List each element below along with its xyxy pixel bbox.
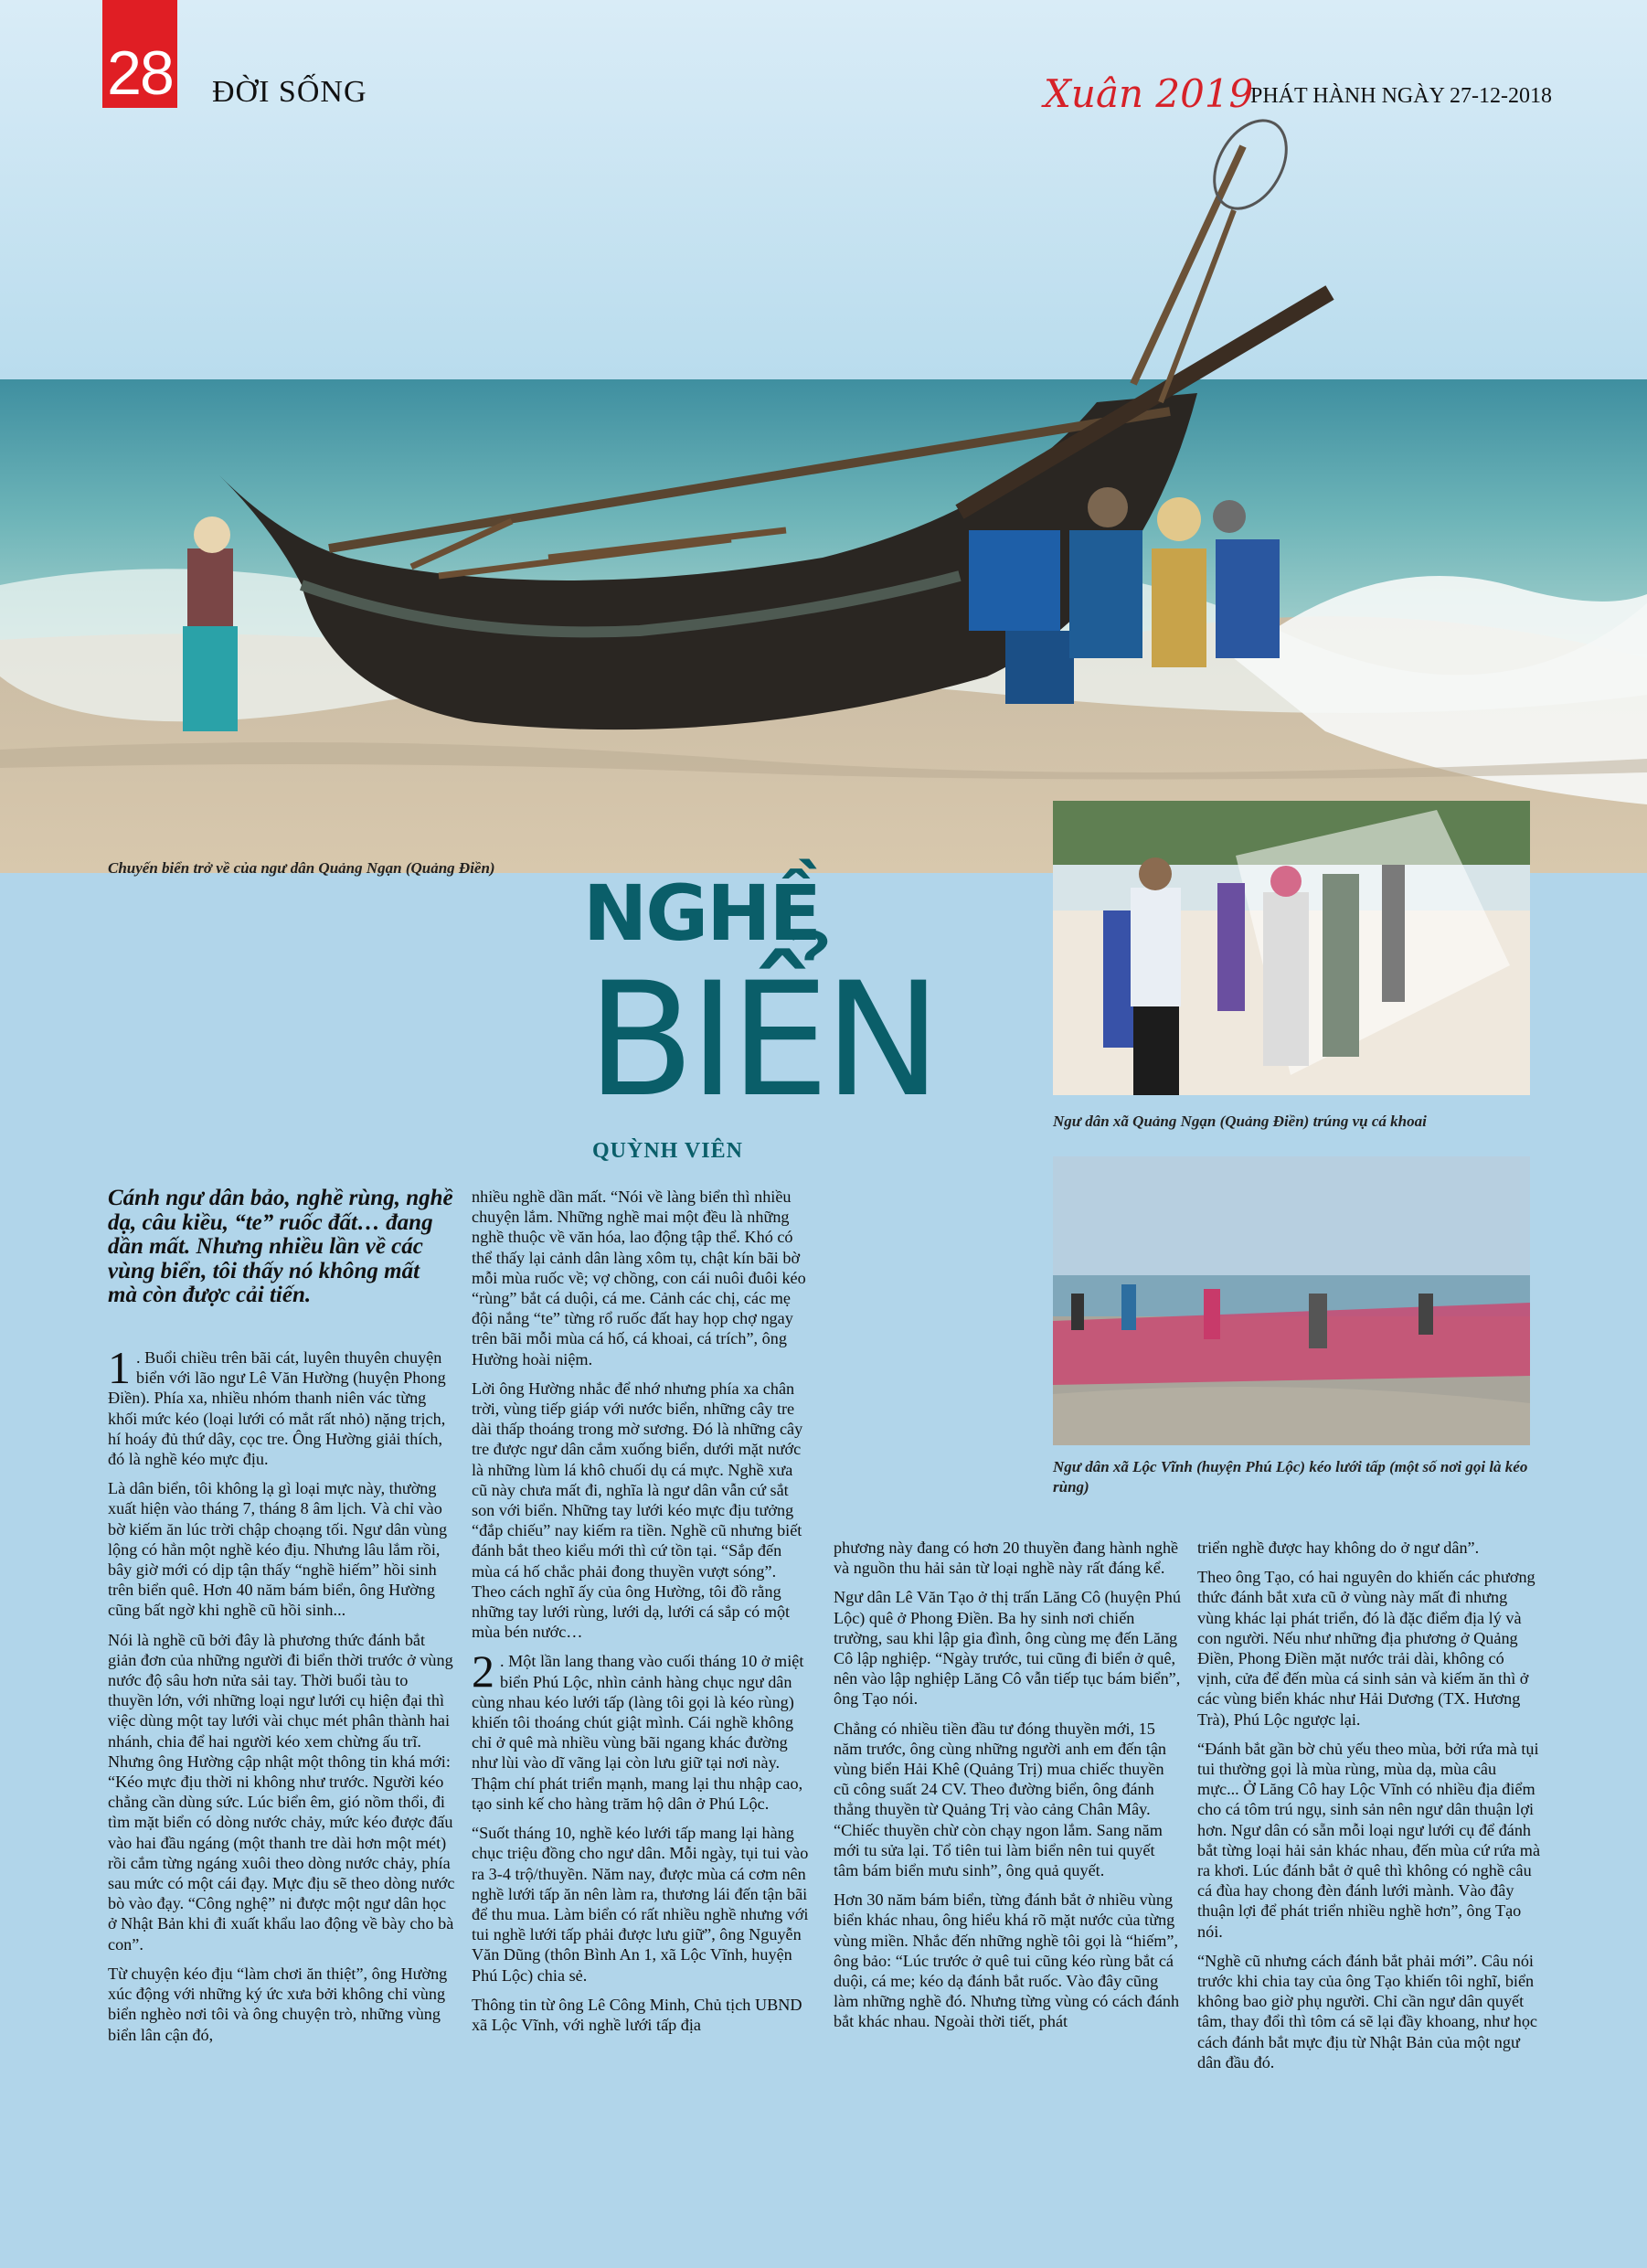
article-column-1 <box>108 1342 455 2054</box>
paragraph: “Nghề cũ nhưng cách đánh bắt phải mới”. Câu nói trước khi chia tay của ông Tạo khiến tôi nghĩ, biển không bao giờ phụ người. Chỉ cần ngư dân quyết tâm, thay đổi thì tôm cá sẽ lại đầy khoang, như học cách đánh bắt mực địu từ Nhật Bản của một ngư dân đầu đó. <box>1197 1951 1538 2071</box>
page-number: 28 <box>107 38 173 108</box>
hero-photo <box>0 0 1647 873</box>
paragraph: Hơn 30 năm bám biển, từng đánh bắt ở nhiều vùng biển khác nhau, ông hiểu khá rõ mặt nước của từng vùng miền. Nhắc đến những nghề tôi gọi là “hiếm”, ông bảo: “Lúc trước ở quê tui cũng kéo rùng bắt cá duội, cá me; kéo dạ đánh bắt ruốc. Vào đây cũng làm những nghề đó. Nhưng từng vùng có cách đánh bắt khác nhau. Ngoài thời tiết, phát <box>834 1890 1180 2031</box>
article-column-2 <box>472 1187 812 2044</box>
paragraph: Là dân biển, tôi không lạ gì loại mực này, thường xuất hiện vào tháng 7, tháng 8 âm lịch. Và chỉ vào bờ kiếm ăn lúc trời chập choạng tối. Ngư dân vùng lộng có hẳn một nghề kéo địu. Nhưng lâu lắm rồi, bây giờ mới có dịp tận thấy “nghề hiếm” hồi sinh trên biển quê. Hơn 40 năm bám biển, ông Hường cũng bất ngờ khi nghề cũ hồi sinh... <box>108 1479 448 1620</box>
issue-title: Xuân 2019 <box>1044 71 1254 116</box>
paragraph: “Suốt tháng 10, nghề kéo lưới tấp mang lại hàng chục triệu đồng cho ngư dân. Mỗi ngày, tụi tui vào ra 3-4 trộ/thuyền. Năm nay, được mùa cá cơm nên nghề lưới tấp ăn nên làm ra, thương lái đến tận bãi để thu mua. Làm biển có rất nhiều nghề nhưng với tui nghề lưới tấp phải được lưu giữ”, ông Nguyễn Văn Dũng (thôn Bình An 1, xã Lộc Vĩnh, huyện Phú Lộc) chia sẻ. <box>472 1824 809 1985</box>
paragraph: Theo ông Tạo, có hai nguyên do khiến các phương thức đánh bắt xưa cũ ở vùng này mất đi nhưng vùng khác lại phát triển, đó là đặc điểm địa lý và con người. Nếu như những địa phương ở Quảng Điền, Phong Điền mặt nước trải dài, không có vịnh, cửa để đến mùa cá sinh sản và kiếm ăn thì ở các vùng biển khác như Hải Dương (TX. Hương Trà), Phú Lộc ngược lại. <box>1197 1568 1535 1729</box>
release-date: PHÁT HÀNH NGÀY 27-12-2018 <box>1250 84 1552 108</box>
paragraph: Chẳng có nhiều tiền đầu tư đóng thuyền mới, 15 năm trước, ông cùng những người anh em đến tận vùng biển Hải Khê (Quảng Trị) mua chiếc thuyền cũ công suất 24 CV. Theo đường biển, ông đánh thẳng thuyền từ Quảng Trị vào cảng Chân Mây. “Chiếc thuyền chừ còn chạy ngon lắm. Sang năm mới tu sửa lại. Tổ tiên tui làm biển nên tui quyết tâm bám biển mưu sinh”, ông quả quyết. <box>834 1719 1166 1880</box>
article-lede: Cánh ngư dân bảo, nghề rùng, nghề dạ, câu kiều, “te” ruốc đất… đang dần mất. Nhưng nhiều lần về các vùng biển, tôi thấy nó không mất mà còn được cải tiến. <box>108 1186 453 1307</box>
paragraph: nhiều nghề dần mất. “Nói về làng biển thì nhiều chuyện lắm. Những nghề mai một đều là những nghề thuộc về văn hóa, lao động tập thể. Khó có thể thấy lại cảnh dân làng xôm tụ, chật kín bãi bờ mỗi mùa ruốc về; vợ chồng, con cái nuôi đuôi kéo “rùng” bắt cá duội, cá me. Cảnh các chị, các mẹ đội nắng “te” từng rổ ruốc đất hay họp chợ ngay trên bãi mỗi mùa cá hố, cá khoai, cá trích”, ông Hường hoài niệm. <box>472 1187 806 1368</box>
paragraph: . Một lần lang thang vào cuối tháng 10 ở miệt biển Phú Lộc, nhìn cảnh hàng chục ngư dân cùng nhau kéo lưới tấp (làng tôi gọi là kéo rùng) khiến tôi thoáng chút giật mình. Cái nghề không chỉ ở quê mà nhiều vùng bãi ngang khác đường như lùi vào dĩ vãng lại còn lưu giữ tại nơi này. Thậm chí phát triển mạnh, mang lại thu nhập cao, tạo sinh kế cho hàng trăm hộ dân ở Phú Lộc. <box>472 1652 804 1813</box>
section-title: ĐỜI SỐNG <box>212 75 367 109</box>
paragraph: Từ chuyện kéo địu “làm chơi ăn thiệt”, ông Hường xúc động với những ký ức xưa bởi không chỉ vùng biển nghèo nơi tôi và ông chuyện trò, những vùng biển lân cận đó, <box>108 1964 448 2044</box>
paragraph: “Đánh bắt gần bờ chủ yếu theo mùa, bởi rứa mà tụi tui thường gọi là mùa rùng, mùa dạ, mùa câu mực... Ở Lăng Cô hay Lộc Vĩnh có nhiều địa điểm cho cá tôm trú ngụ, sinh sản nên ngư dân thuận lợi hơn. Ngư dân có sẵn mỗi loại ngư lưới cụ để đánh bắt từng loại hải sản khác nhau, đến mùa cứ rứa mà ra khơi. Lúc đánh bắt ở quê thì không có nghề câu cá đùa hay chong đèn đánh lưới mành. Vào đây thuận lợi để phát triển nhiều nghề hơn”, ông Tạo nói. <box>1197 1739 1541 1941</box>
article-title-line2: BIỂN <box>587 948 937 1132</box>
photo-fishermen-net <box>1053 801 1530 1095</box>
paragraph: triển nghề được hay không do ở ngư dân”. <box>1197 1539 1480 1557</box>
paragraph: Lời ông Hường nhắc để nhớ nhưng phía xa chân trời, vùng tiếp giáp với nước biển, những cây tre dài thấp thoáng trong mờ sương. Đó là những cây tre được ngư dân cắm xuống biển, dưới mặt nước là những lùm lá khô chuối dụ cá mực. Nghề xưa cũ này chưa mất đi, nghĩa là ngư dân vẫn cứ sắt son với biển. Những tay lưới kéo mực địu tưởng “đắp chiếu” nay kiếm ra tiền. Nghề cũ nhưng biết đánh bắt theo kiểu mới thì cứ tồn tại. “Sắp đến mùa cá hố chắc phải đong thuyền vượt sóng”. Theo cách nghĩ ấy của ông Hường, tôi đồ rằng những tay lưới rùng, lưới dạ, lưới cá sắp có một mùa bén nước… <box>472 1379 803 1642</box>
article-column-3 <box>834 1538 1181 2041</box>
paragraph: phương này đang có hơn 20 thuyền đang hành nghề và nguồn thu hải sản từ loại nghề này rất đáng kể. <box>834 1539 1179 1578</box>
page-number-badge <box>102 0 177 108</box>
paragraph: Thông tin từ ông Lê Công Minh, Chủ tịch UBND xã Lộc Vĩnh, với nghề lưới tấp địa <box>472 1995 802 2034</box>
boat-scene-illustration <box>0 0 1647 873</box>
article-author: QUỲNH VIÊN <box>592 1139 743 1163</box>
photo-pulling-net <box>1053 1156 1530 1445</box>
article-column-4 <box>1197 1538 1541 2082</box>
section-number-1: 1 <box>108 1342 131 1393</box>
photo1-caption: Ngư dân xã Quảng Ngạn (Quảng Điền) trúng vụ cá khoai <box>1053 1113 1427 1130</box>
paragraph: Nói là nghề cũ bởi đây là phương thức đánh bắt giản đơn của những người đi biển thời trước ở vùng nước độ sâu hơn nửa sải tay. Thời buổi tàu to thuyền lớn, với những loại ngư lưới cụ hiện đại thì việc dùng một tay lưới vài chục mét phân thành hai nhánh, chia để hai người kéo xem chừng ấu trĩ. Nhưng ông Hường cập nhật một thông tin khá mới: “Kéo mực địu thời ni không như trước. Người kéo chẳng cần dùng sức. Lúc biển êm, gió nồm thổi, đi tìm mặt biển có dòng nước chảy, mức kéo được đấu vào hai đầu ngáng (một thanh tre dài hơn một mét) rồi cắm từng ngáng xuôi theo dòng nước chảy, phía sau mức có một cái đạy. Mực địu sẽ theo dòng nước bò vào đạy. “Công nghệ” ni được một ngư dân học ở Nhật Bản khi đi xuất khẩu lao động về bày cho bà con”. <box>108 1630 455 1954</box>
paragraph: Ngư dân Lê Văn Tạo ở thị trấn Lăng Cô (huyện Phú Lộc) quê ở Phong Điền. Ba hy sinh nơi chiến trường, sau khi lập gia đình, ông cùng mẹ đến Lăng Cô lập nghiệp. “Ngày trước, tui cũng đi biển ở quê, nên vào lập nghiệp Lăng Cô vẫn tiếp tục bám biển”, ông Tạo nói. <box>834 1588 1181 1709</box>
paragraph: . Buổi chiều trên bãi cát, luyên thuyên chuyện biển với lão ngư Lê Văn Hường (huyện Phong Điền). Phía xa, nhiều nhóm thanh niên vác từng khối mức kéo (loại lưới có mắt rất nhỏ) nặng trịch, hí hoáy đủ thứ dây, cọc tre. Ông Hường giải thích, đó là nghề kéo mực địu. <box>108 1348 446 1469</box>
section-number-2: 2 <box>472 1645 494 1698</box>
article-title-line1: NGHỀ <box>583 868 820 958</box>
photo2-caption: Ngư dân xã Lộc Vĩnh (huyện Phú Lộc) kéo lưới tấp (một số nơi gọi là kéo rùng) <box>1053 1458 1528 1496</box>
hero-caption: Chuyến biển trở về của ngư dân Quảng Ngạn (Quảng Điền) <box>108 859 495 877</box>
